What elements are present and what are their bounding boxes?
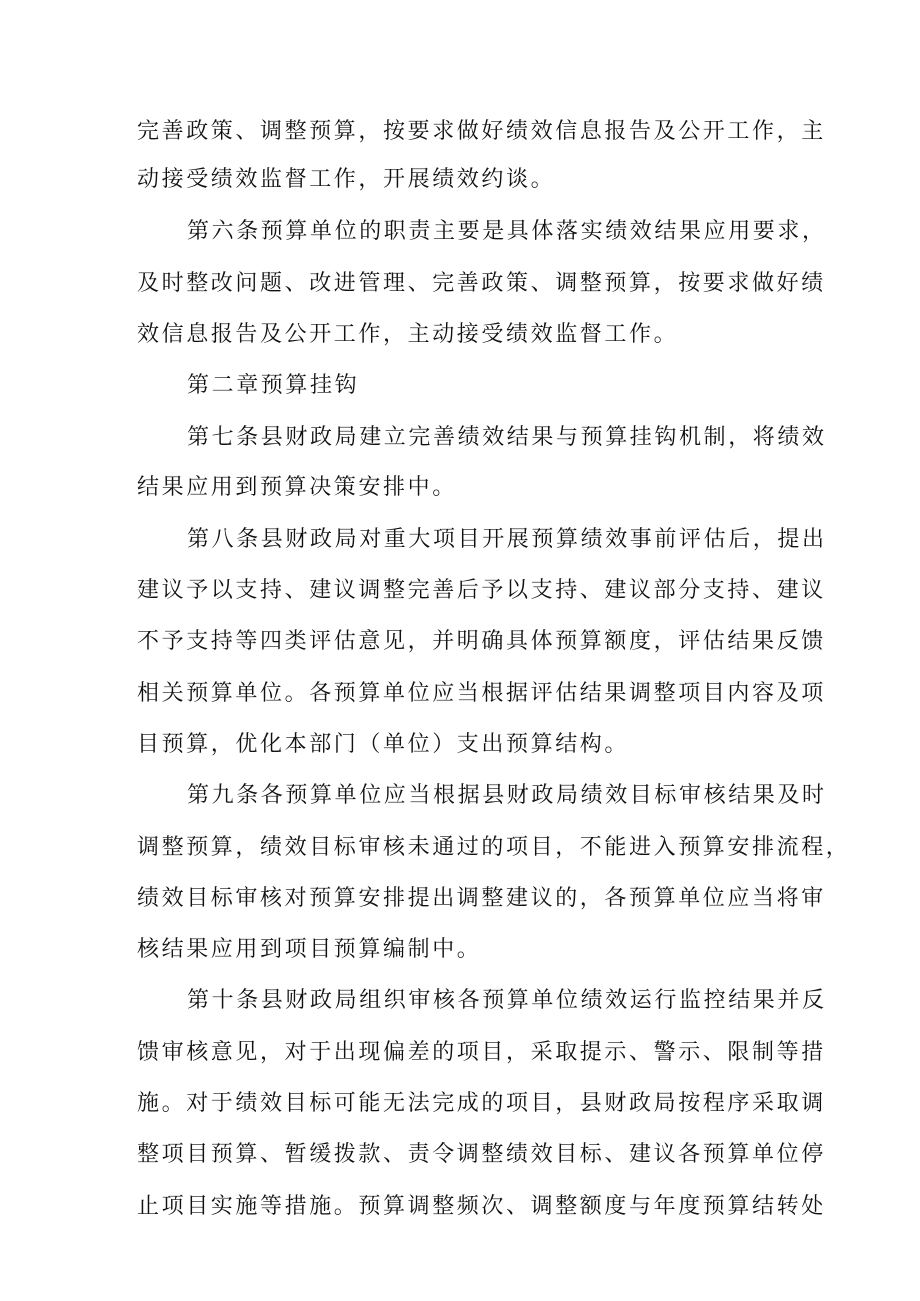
chapter-heading: 第二章预算挂钩 [187, 373, 360, 398]
paragraph-line: 完善政策、调整预算，按要求做好绩效信息报告及公开工作，主 [137, 119, 826, 144]
paragraph-line: 不予支持等四类评估意见，并明确具体预算额度，评估结果反馈 [137, 629, 826, 654]
paragraph-line: 止项目实施等措施。预算调整频次、调整额度与年度预算结转处 [137, 1194, 826, 1219]
article-8-first-line: 第八条县财政局对重大项目开展预算绩效事前评估后，提出 [187, 527, 827, 552]
paragraph-line: 建议予以支持、建议调整完善后予以支持、建议部分支持、建议 [137, 578, 826, 603]
paragraph-line: 及时整改问题、改进管理、完善政策、调整预算，按要求做好绩 [137, 271, 826, 296]
paragraph-line: 目预算，优化本部门（单位）支出预算结构。 [137, 732, 630, 757]
paragraph-line: 施。对于绩效目标可能无法完成的项目，县财政局按程序采取调 [137, 1091, 826, 1116]
paragraph-line: 结果应用到预算决策安排中。 [137, 475, 457, 500]
paragraph-line: 动接受绩效监督工作，开展绩效约谈。 [137, 167, 556, 192]
paragraph-line: 核结果应用到项目预算编制中。 [137, 937, 482, 962]
article-9-first-line: 第九条各预算单位应当根据县财政局绩效目标审核结果及时 [187, 783, 827, 808]
article-6-first-line: 第六条预算单位的职责主要是具体落实绩效结果应用要求， [187, 219, 827, 244]
paragraph-line: 调整预算，绩效目标审核未通过的项目，不能进入预算安排流程， [137, 835, 851, 860]
paragraph-line: 相关预算单位。各预算单位应当根据评估结果调整项目内容及项 [137, 681, 826, 706]
paragraph-line: 馈审核意见，对于出现偏差的项目，采取提示、警示、限制等措 [137, 1040, 826, 1065]
article-10-first-line: 第十条县财政局组织审核各预算单位绩效运行监控结果并反 [187, 988, 827, 1013]
paragraph-line: 效信息报告及公开工作，主动接受绩效监督工作。 [137, 322, 679, 347]
article-7-first-line: 第七条县财政局建立完善绩效结果与预算挂钩机制，将绩效 [187, 425, 827, 450]
paragraph-line: 绩效目标审核对预算安排提出调整建议的，各预算单位应当将审 [137, 886, 826, 911]
paragraph-line: 整项目预算、暂缓拨款、责令调整绩效目标、建议各预算单位停 [137, 1142, 826, 1167]
